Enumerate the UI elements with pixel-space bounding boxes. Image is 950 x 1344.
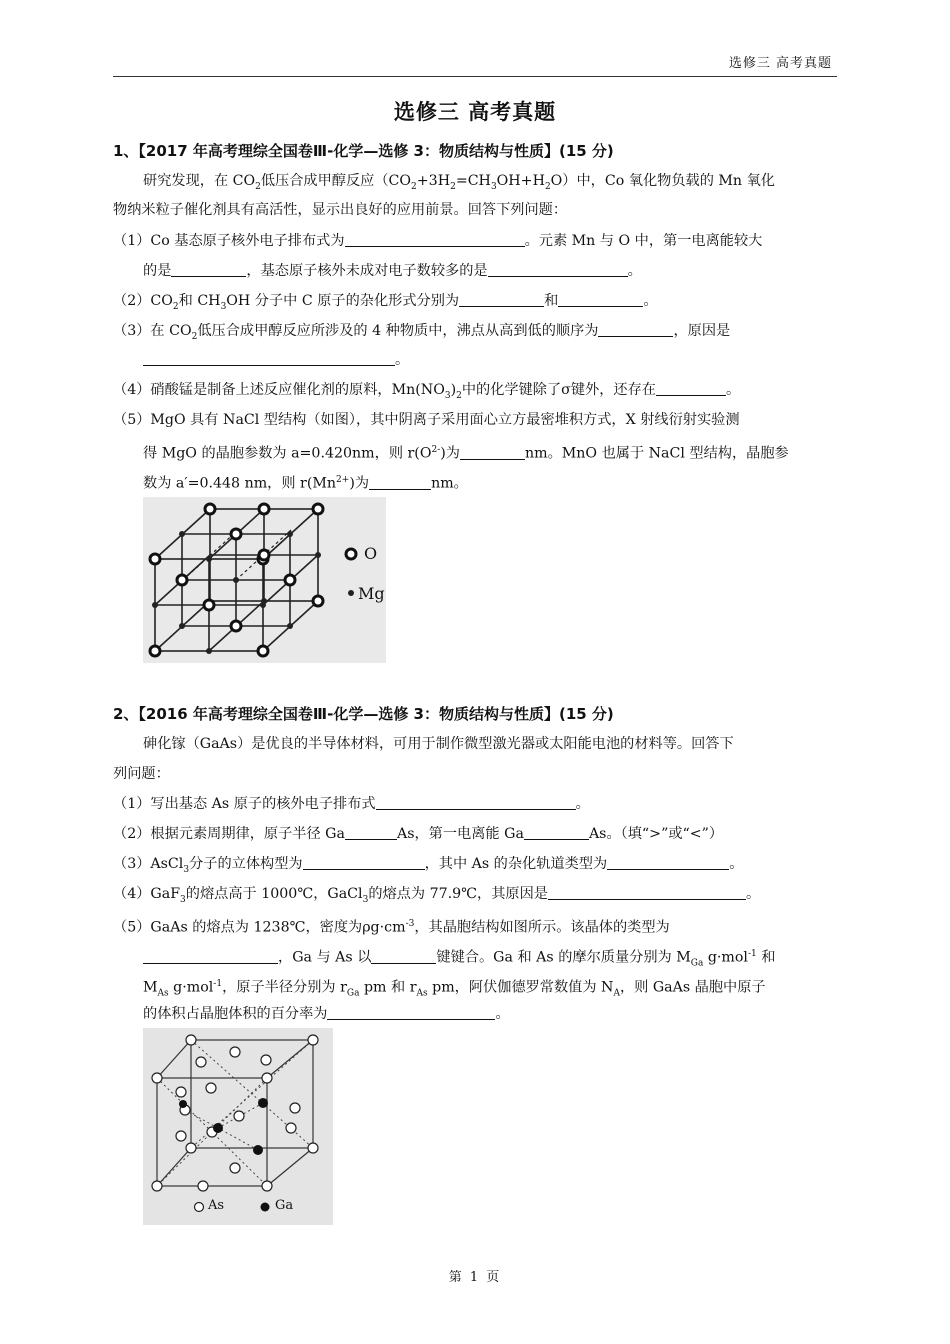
q2-part5-line1: （5）GaAs 的熔点为 1238℃，密度为$\rho g\cdot cm^{-3}$，其晶胞结构如图所示。该晶体的类型为 [113, 919, 670, 936]
answer-blank[interactable] [524, 825, 589, 840]
q1-part3-line2: 。 [143, 350, 409, 370]
answer-blank[interactable] [345, 232, 525, 247]
answer-blank[interactable] [459, 292, 544, 307]
q1-part5-line1: （5）MgO 具有 NaCl 型结构（如图），其中阴离子采用面心立方最密堆积方式，X 射线衍射实验测 [113, 412, 740, 428]
answer-blank[interactable] [548, 885, 746, 900]
q2-part3: （3）AsCl$_3$分子的立体构型为 ，其中 As 的杂化轨道类型为 。 [113, 856, 744, 875]
answer-blank[interactable] [171, 262, 246, 277]
answer-blank[interactable] [558, 292, 643, 307]
answer-blank[interactable] [607, 855, 729, 870]
q2-part4: （4）GaF$_3$的熔点高于 1000℃，GaCl$_3$的熔点为 77.9℃，其原因是 。 [113, 886, 761, 905]
q1-part1-line1: （1）Co 基态原子核外电子排布式为 。元素 Mn 与 O 中，第一电离能较大 [113, 233, 763, 249]
answer-blank[interactable] [460, 445, 525, 460]
q2-part2: （2）根据元素周期律，原子半径 Ga As，第一电离能 Ga As。（填“>”或“<”） [113, 826, 724, 842]
legend-o-label: O [364, 544, 378, 563]
q1-part5-line2: 得 MgO 的晶胞参数为 a=0.420nm，则 $r(O^{2-})$为 nm。MnO 也属于 NaCl 型结构，晶胞参 [143, 445, 789, 462]
q2-intro-line2: 列问题： [113, 766, 170, 782]
legend-mg-label: Mg [358, 584, 385, 603]
q1-intro-line2: 物纳米粒子催化剂具有高活性，显示出良好的应用前景。回答下列问题： [113, 202, 568, 218]
gaas-cell-diagram [143, 1028, 333, 1225]
answer-blank[interactable] [656, 381, 726, 396]
q2-intro-line1: 砷化镓（GaAs）是优良的半导体材料，可用于制作微型激光器或太阳能电池的材料等。回答下 [143, 736, 734, 752]
q1-part4: （4）硝酸锰是制备上述反应催化剂的原料，$Mn(NO_3)_2$中的化学键除了σ键外，还存在 。 [113, 382, 741, 401]
question-1-heading: 1、【2017 年高考理综全国卷Ⅲ-化学—选修 3：物质结构与性质】(15 分) [113, 142, 614, 160]
legend-ga-label: Ga [275, 1198, 294, 1213]
question-2-heading: 2、【2016 年高考理综全国卷Ⅲ-化学—选修 3：物质结构与性质】(15 分) [113, 705, 614, 723]
answer-blank[interactable] [488, 262, 628, 277]
answer-blank[interactable] [143, 351, 395, 366]
header-rule [113, 76, 837, 77]
answer-blank[interactable] [369, 475, 431, 490]
answer-blank[interactable] [371, 949, 436, 964]
q2-part1: （1）写出基态 As 原子的核外电子排布式 。 [113, 796, 590, 812]
q1-part3-line1: （3）在 $CO_2$低压合成甲醇反应所涉及的 4 种物质中，沸点从高到低的顺序为 ，原因是 [113, 323, 731, 342]
gaas-crystal-figure [143, 1028, 333, 1225]
q2-part5-line2: ，Ga 与 As 以 键键合。Ga 和 As 的摩尔质量分别为 $M_{Ga}$ g·mol$^{-1}$ 和 [143, 944, 775, 974]
q1-part1-line2: 的是 ，基态原子核外未成对电子数较多的是 。 [143, 263, 642, 279]
answer-blank[interactable] [303, 855, 425, 870]
answer-blank[interactable] [143, 949, 278, 964]
q1-part5-line3: 数为 a′=0.448 nm，则 $r(Mn^{2+})$为 nm。 [143, 475, 468, 492]
answer-blank[interactable] [376, 795, 576, 810]
q1-part2: $(2)CO_2$和 $CH_3OH$ 分子中 C 原子的杂化形式分别为 和 。 [113, 293, 658, 312]
legend-as-label: As [208, 1198, 225, 1213]
answer-blank[interactable] [598, 322, 673, 337]
mgo-cell-diagram [143, 497, 386, 663]
running-header: 选修三 高考真题 [728, 56, 832, 71]
answer-blank[interactable] [327, 1005, 495, 1020]
page-title: 选修三 高考真题 [393, 100, 557, 124]
answer-blank[interactable] [345, 825, 397, 840]
q2-part5-line4: 的体积占晶胞体积的百分率为 。 [143, 1006, 510, 1022]
mgo-crystal-figure [143, 497, 386, 663]
q1-intro-line1: 研究发现，在 $CO_2$低压合成甲醇反应$(CO_2+3H_2=CH_3OH+H_2O)$中，Co 氧化物负载的 Mn 氧化 [143, 173, 775, 192]
q2-part5-line3: $M_{As}$ g·mol$^{-1}$，原子半径分别为 $r_{Ga}$ pm 和 $r_{As}$ pm，阿伏伽德罗常数值为 $N_A$，则 GaAs 晶胞中原子 [143, 979, 766, 999]
page-number: 第 1 页 [448, 1270, 502, 1285]
